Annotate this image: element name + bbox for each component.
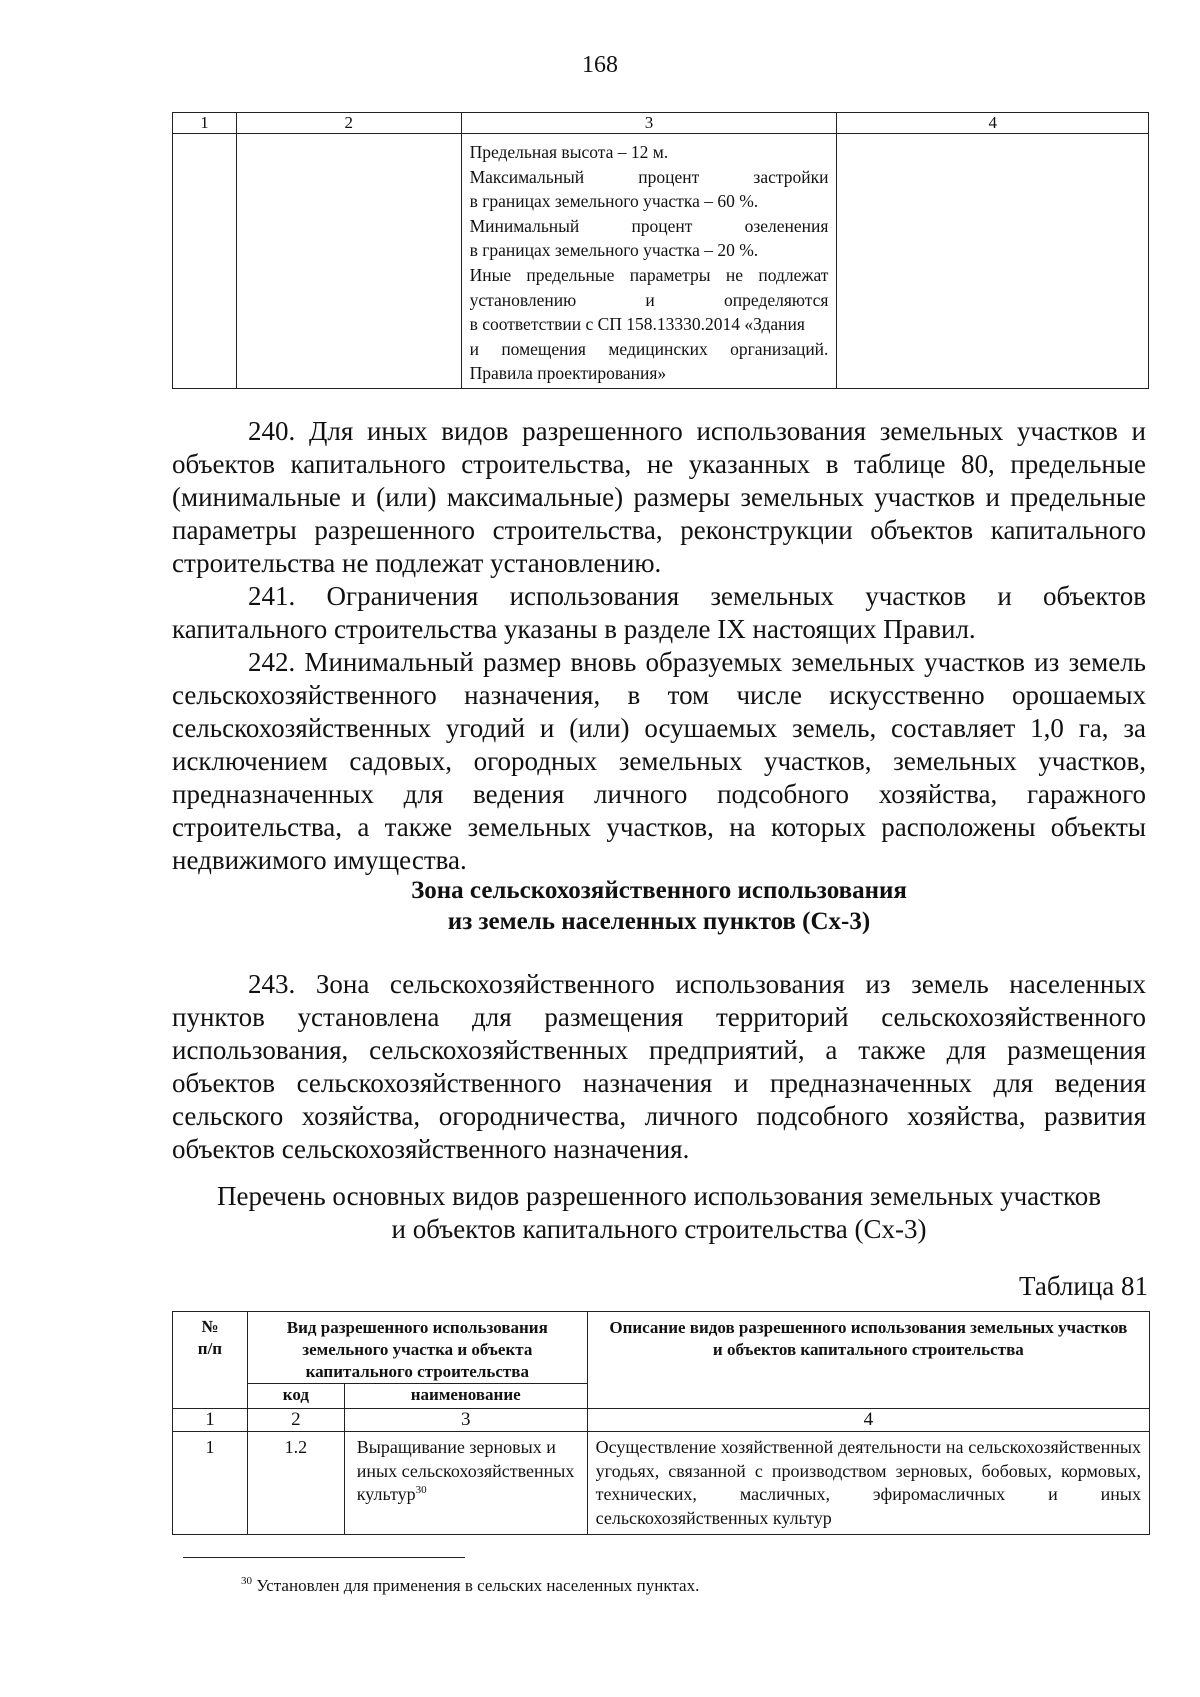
paragraph-243: 243. Зона сельскохозяйственного использования из земель населенных пунктов установлена для размещения территорий сельскохозяйственного использования, сельскохозяйственных предприятий, а также для размещения объектов сельскохозяйственного назначения и предназначенных для ведения сельского хозяйства, огородничества, личного подсобного хозяйства, развития объектов сельскохозяйственного назначения.: [172, 969, 1146, 1164]
column-number: 3: [461, 113, 837, 134]
column-number: 4: [587, 1409, 1149, 1432]
header-name: наименование: [344, 1384, 587, 1409]
parameter-word: в границах земельного участка – 20 %.: [469, 240, 759, 261]
parameter-word: Правила проектирования»: [469, 363, 667, 384]
parameter-word: не: [725, 264, 744, 285]
row-name-cell: [344, 1432, 587, 1535]
continuation-table: [172, 112, 1149, 389]
row-name: Выращивание зерновых и иных сельскохозяйственных культур: [356, 1437, 575, 1504]
parameter-word: в границах земельного участка – 60 %.: [469, 191, 759, 212]
column-number: 2: [247, 1409, 344, 1432]
parameter-word: процент: [631, 215, 693, 236]
empty-cell: [837, 134, 1149, 389]
row-code: 1.2: [247, 1432, 344, 1535]
parameter-word: Иные: [469, 264, 512, 285]
parameter-word: Максимальный: [469, 166, 585, 187]
parameter-word: медицинских: [608, 338, 708, 359]
parameter-line: [470, 312, 829, 337]
parameter-word: помещения: [501, 338, 586, 359]
list-heading-line: Перечень основных видов разрешенного использования земельных участков: [217, 1181, 1101, 1211]
zone-heading-line: Зона сельскохозяйственного использования: [411, 877, 907, 904]
footnote: [241, 1576, 699, 1596]
paragraph-240: 240. Для иных видов разрешенного использования земельных участков и объектов капитального строительства, не указанных в таблице 80, предельные (минимальные и (или) максимальные) размеры земельных участков и предельные параметры разрешенного строительства, реконструкции объектов капитального строительства не подлежат установлению.: [172, 416, 1146, 578]
parameter-word: параметры: [629, 264, 711, 285]
parameter-line: [470, 263, 829, 288]
list-heading: [172, 1180, 1146, 1246]
footnote-text: Установлен для применения в сельских населенных пунктах.: [256, 1576, 700, 1595]
parameter-word: организаций.: [730, 338, 829, 359]
column-number: 3: [344, 1409, 587, 1432]
header-kind: Вид разрешенного использования земельного участка и объекта капитального строительства: [247, 1312, 587, 1384]
table-81: [172, 1311, 1150, 1535]
row-description: Осуществление хозяйственной деятельности на сельскохозяйственных угодьях, связанной с производством зерновых, бобовых, кормовых, технических, масличных, эфиромасличных и иных сельскохозяйственных культур: [587, 1432, 1149, 1535]
column-number: 1: [173, 1409, 248, 1432]
parameter-word: в соответствии с СП 158.13330.2014 «Здания: [469, 314, 805, 335]
zone-heading-line: из земель населенных пунктов (Сх-3): [447, 908, 871, 935]
header-row: [173, 1312, 1150, 1384]
table-row: [173, 1432, 1150, 1535]
header-number: [173, 1312, 248, 1409]
parameter-word: и: [469, 338, 479, 359]
footnote-divider: [183, 1557, 465, 1558]
list-heading-line: и объектов капитального строительства (Сх-3): [391, 1214, 927, 1244]
paragraph-243-block: [172, 968, 1146, 1166]
empty-cell: [173, 134, 237, 389]
paragraph-242: 242. Минимальный размер вновь образуемых земельных участков из земель сельскохозяйственного назначения, в том числе искусственно орошаемых сельскохозяйственных угодий и (или) осушаемых земель, составляет 1,0 га, за исключением садовых, огородных земельных участков, земельных участков, предназначенных для ведения личного подсобного хозяйства, гаражного строительства, а также земельных участков, на которых расположены объекты недвижимого имущества.: [172, 647, 1146, 875]
empty-cell: [236, 134, 461, 389]
column-number-row: [173, 1409, 1150, 1432]
column-number-row: [173, 113, 1149, 134]
parameter-line: [470, 337, 829, 362]
parameter-line: [470, 238, 829, 263]
parameter-line: [470, 140, 829, 165]
parameter-word: и: [645, 289, 655, 310]
header-number-label: № п/п: [197, 1317, 223, 1358]
parameters-cell: [461, 134, 837, 389]
parameter-word: установлению: [469, 289, 577, 310]
table-label: Таблица 81: [1019, 1271, 1148, 1301]
parameter-line: [470, 288, 829, 313]
parameter-word: Предельная высота – 12 м.: [469, 142, 669, 162]
column-number: 2: [236, 113, 461, 134]
column-number: 4: [837, 113, 1149, 134]
table-row: [173, 134, 1149, 389]
zone-heading: [172, 875, 1146, 937]
parameter-word: Минимальный: [469, 215, 580, 236]
parameter-word: застройки: [753, 166, 829, 187]
paragraph-241: 241. Ограничения использования земельных участков и объектов капитального строительства указаны в разделе IX настоящих Правил.: [172, 581, 1146, 644]
parameter-word: процент: [638, 166, 700, 187]
footnote-mark: 30: [241, 1575, 252, 1587]
header-code: код: [247, 1384, 344, 1409]
parameter-word: подлежат: [758, 264, 829, 285]
header-description: Описание видов разрешенного использования земельных участков и объектов капитального строительства: [587, 1312, 1149, 1409]
parameter-word: озеленения: [744, 215, 829, 236]
paragraph-240-241-242: [172, 415, 1146, 877]
parameter-word: определяются: [724, 289, 829, 310]
parameter-line: [470, 189, 829, 214]
column-number: 1: [173, 113, 237, 134]
parameter-line: [470, 165, 829, 190]
parameter-line: [470, 214, 829, 239]
row-number: 1: [173, 1432, 248, 1535]
parameter-line: [470, 361, 829, 386]
page-number: 168: [582, 52, 618, 78]
parameter-word: предельные: [526, 264, 615, 285]
footnote-reference[interactable]: 30: [415, 1484, 427, 1496]
